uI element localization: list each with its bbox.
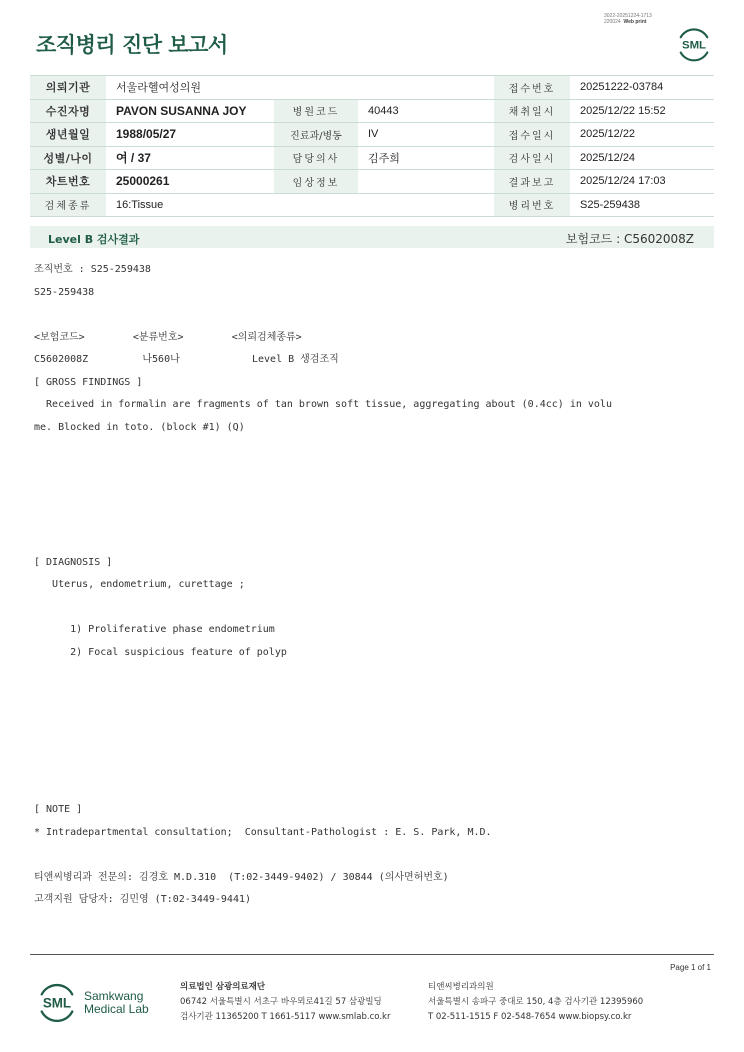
value-receipt-date: 2025/12/22 [570, 123, 714, 147]
report-line: 1) Proliferative phase endometrium [34, 624, 275, 635]
print-code-line1: 3022-20251224-1713 [604, 13, 652, 19]
sml-logo-icon [675, 24, 713, 62]
report-line: [ NOTE ] [34, 804, 83, 815]
report-line: C5602008Z 나560나 Level B 생검조직 [34, 354, 339, 365]
report-line [34, 777, 612, 800]
value-pathology-number: S25-259438 [570, 193, 714, 217]
info-row [30, 170, 714, 194]
footer-foundation-info [180, 980, 390, 1025]
samkwang-logo-icon [36, 980, 78, 1024]
insurance-code-label: 보험코드 : C5602008Z [565, 232, 694, 246]
info-row [30, 76, 714, 100]
report-line [34, 304, 612, 327]
report-body [34, 259, 612, 912]
report-line [34, 462, 612, 485]
value-hospital-code: 40443 [358, 99, 494, 123]
print-code [604, 13, 652, 25]
label-hospital-code: 병원코드 [274, 99, 358, 123]
report-line [34, 507, 612, 530]
footer-brand [84, 990, 149, 1016]
clinic-contact: T 02-511-1515 F 02-548-7654 www.biopsy.co.kr [428, 1012, 632, 1022]
patient-info-table [30, 75, 714, 217]
label-clinical-info: 임상정보 [274, 170, 358, 194]
report-line [34, 529, 612, 552]
report-line: [ GROSS FINDINGS ] [34, 376, 143, 388]
label-receipt-date: 접수일시 [494, 123, 570, 147]
label-physician: 담당의사 [274, 146, 358, 170]
label-chart-number: 차트번호 [30, 170, 106, 194]
brand-line2: Medical Lab [84, 1002, 149, 1016]
report-line [34, 439, 612, 462]
value-chart-number: 25000261 [106, 170, 274, 194]
report-line [34, 687, 612, 710]
page-title: 조직병리 진단 보고서 [36, 33, 228, 57]
page-number: Page 1 of 1 [670, 963, 711, 972]
value-result-report: 2025/12/24 17:03 [570, 170, 714, 194]
result-bar [30, 226, 714, 248]
report-line: <보험코드> <분류번호> <의뢰검체종류> [34, 331, 302, 343]
foundation-contact: 검사기관 11365200 T 1661-5117 www.smlab.co.kr [180, 1012, 391, 1022]
label-result-report: 결과보고 [494, 170, 570, 194]
report-line: me. Blocked in toto. (block #1) (Q) [34, 421, 245, 433]
value-patient-name: PAVON SUSANNA JOY [106, 99, 274, 123]
info-row [30, 99, 714, 123]
foundation-name: 의료법인 삼광의료재단 [180, 982, 266, 992]
print-code-line2: 220024 [604, 19, 621, 25]
report-line [34, 732, 612, 755]
report-line [34, 484, 612, 507]
report-line: 조직번호 : S25-259438 [34, 264, 151, 275]
label-birth-date: 생년월일 [30, 123, 106, 147]
info-row [30, 146, 714, 170]
label-department-ward: 진료과/병동 [274, 123, 358, 147]
report-line: 티앤씨병리과 전문의: 김경호 M.D.310 (T:02-3449-9402) / 30844 (의사면허번호) [34, 871, 449, 883]
value-requesting-institution: 서울라헬여성의원 [106, 76, 494, 100]
logo-text: SML [681, 39, 707, 52]
clinic-address: 서울특별시 송파구 중대로 150, 4층 검사기관 12395960 [428, 997, 644, 1007]
value-sex-age: 여 / 37 [106, 146, 274, 170]
value-birth-date: 1988/05/27 [106, 123, 274, 147]
report-line: [ DIAGNOSIS ] [34, 556, 113, 568]
value-test-date: 2025/12/24 [570, 146, 714, 170]
report-line: S25-259438 [34, 286, 95, 298]
report-line: Received in formalin are fragments of tan brown soft tissue, aggregating about (0.4cc) in volu [34, 399, 612, 410]
label-pathology-number: 병리번호 [494, 193, 570, 217]
foundation-address: 06742 서울특별시 서초구 바우뫼로41길 57 삼광빌딩 [180, 997, 382, 1007]
report-line: 2) Focal suspicious feature of polyp [34, 646, 287, 658]
value-clinical-info [358, 170, 494, 194]
report-line: * Intradepartmental consultation; Consultant-Pathologist : E. S. Park, M.D. [34, 826, 492, 838]
value-physician: 김주희 [358, 146, 494, 170]
clinic-name: 티앤씨병리과의원 [428, 982, 494, 992]
report-line [34, 709, 612, 732]
footer-divider [30, 954, 714, 955]
label-requesting-institution: 의뢰기관 [30, 76, 106, 100]
info-row [30, 193, 714, 217]
label-collection-datetime: 채취일시 [494, 99, 570, 123]
footer-logo-text: SML [42, 995, 72, 1011]
footer-clinic-info [428, 980, 643, 1025]
result-level-label: Level B 검사결과 [48, 233, 140, 246]
value-collection-datetime: 2025/12/22 15:52 [570, 99, 714, 123]
label-test-date: 검사일시 [494, 146, 570, 170]
label-sex-age: 성별/나이 [30, 146, 106, 170]
label-specimen-type: 검체종류 [30, 193, 106, 217]
brand-line1: Samkwang [84, 989, 144, 1003]
web-print-label: Web print [623, 19, 647, 25]
report-line [34, 664, 612, 687]
label-receipt-number: 접수번호 [494, 76, 570, 100]
report-line [34, 754, 612, 777]
report-line [34, 597, 612, 620]
value-receipt-number: 20251222-03784 [570, 76, 714, 100]
report-line [34, 844, 612, 867]
value-department-ward: IV [358, 123, 494, 147]
info-row [30, 123, 714, 147]
report-line: 고객지원 담당자: 김민영 (T:02-3449-9441) [34, 894, 252, 905]
report-line: Uterus, endometrium, curettage ; [34, 579, 245, 590]
label-patient-name: 수진자명 [30, 99, 106, 123]
value-specimen-type: 16:Tissue [106, 193, 494, 217]
